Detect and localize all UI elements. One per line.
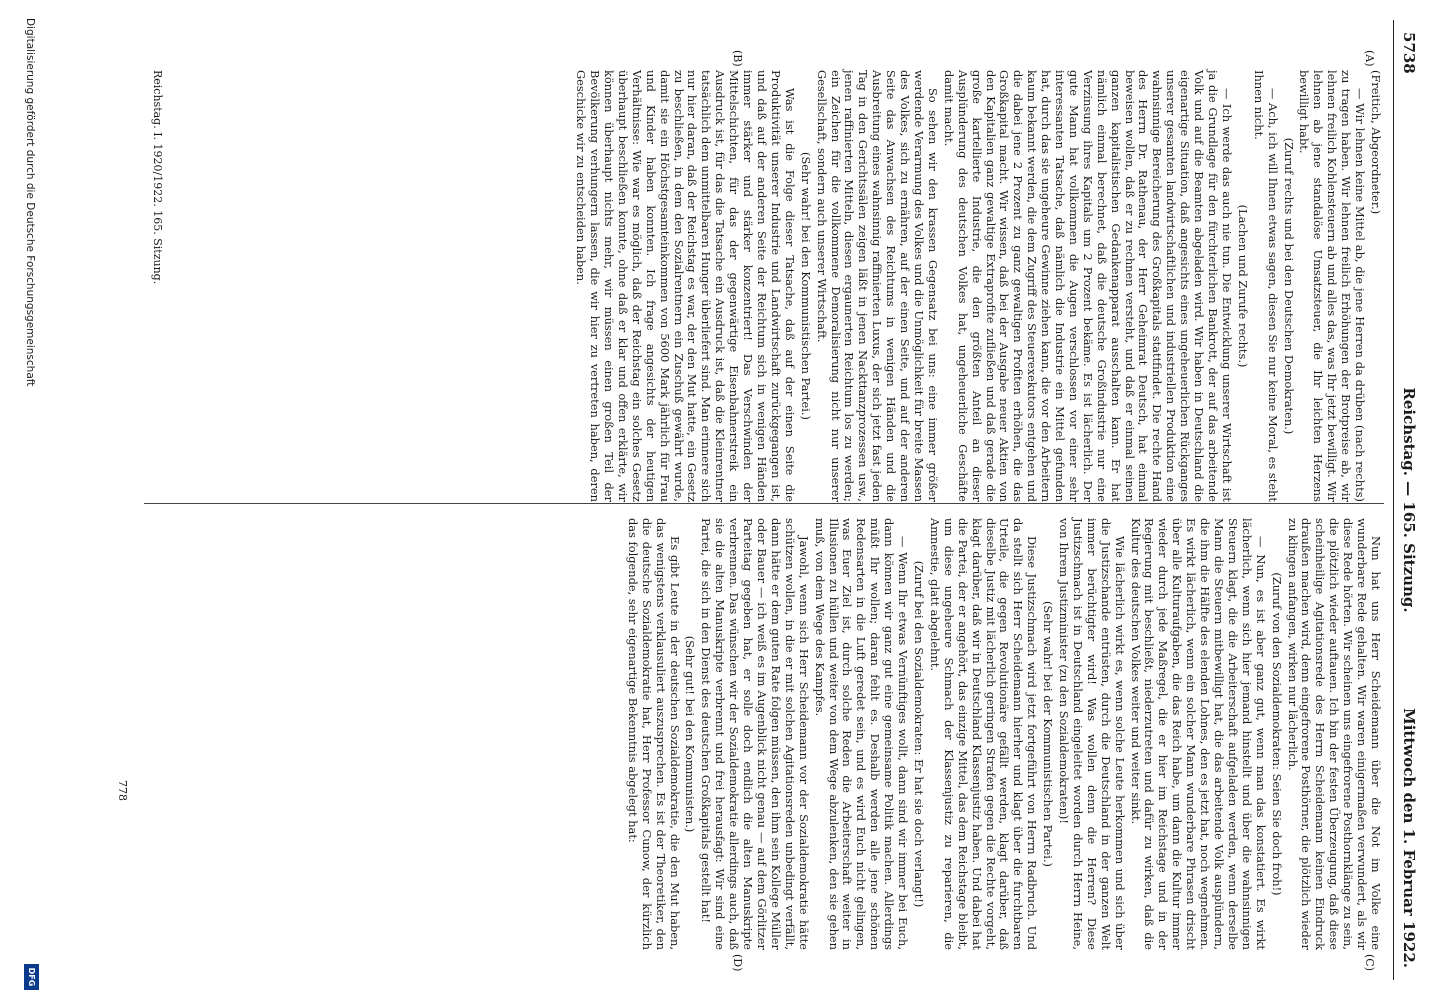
paragraph: — Ach, ich will Ihnen etwas sagen, diesen Sie nur keine Moral, es steht Ihnen nicht. [1251,70,1280,502]
paragraph: Jawohl, wenn sich Herr Scheidemann vor der Sozialdemokratie hätte schützen wollen, in die er mit solchen Agitationsreden unbedingt verfällt, dann hätte er dem guten Rate folgen müssen, den ihm sein Kollege Müller oder Bauer — ich weiß es im Augenblick nicht genau — auf dem Görlitzer Parteitag gegeben hat, er solle doch endlich die alten Manuskripte verbrennen. Das wünschen wir der Sozialdemokratie allerdings auch, daß sie die alten Manuskripte verbrennt und frei herausfagt: Wir sind eine Partei, die sich in den Dienst des deutschen Großkapitals gestellt hat! [699,518,811,950]
margin-marker-d: (D) [731,954,744,972]
stage-direction: (Lachen und Zurufe rechts.) [1235,204,1250,368]
dfg-logo: DFG [24,964,39,990]
stage-direction: (Zuruf bei den Sozialdemokraten: Er hat sie doch verlangt!) [912,560,926,908]
left-column [571,70,1382,502]
paragraph: Wie lächerlich wirkt es, wenn solche Leute herkommen und sich über die Justizschande entrüsten, durch die Deutschland in der ganzen Welt immer berüchtigter wird! Was wollen denn die Herren? Diese Justizschmach ist in Deutschland eingeleitet worden durch Herrn Heine, von Ihrem Justizminister (zu den Sozialdemokraten)! [1057,518,1127,950]
column-divider [144,503,1384,504]
paragraph: — Wenn Ihr etwas Vernünftiges wollt, dann sind wir immer bei Euch, dann können wir ganz gut eine gemeinsame Politik machen. Allerdings müßt Ihr wollen; daran fehlt es. Deshalb werden alle jene schönen Redensarten in die Luft geredet sein, und es wird Euch nicht gelingen, was Euer Ziel ist, durch solche Reden die Arbeiterschaft weiter in Illusionen zu hüllen und weiter von dem Wege abzulenken, den sie gehen muß, von dem Wege des Kampfes. [812,518,911,950]
page-header [1393,20,1422,980]
session-title: Reichstag. — 165. Sitzung. [1400,387,1418,613]
stage-direction: (Sehr wahr! bei den Kommunistischen Partei.) [798,152,813,420]
right-column [623,518,1382,950]
margin-marker-a: (A) [1363,50,1376,67]
stage-direction: (Zuruf rechts und bei den Deutschen Demokraten.) [1281,137,1296,435]
paragraph: — Ich werde das auch nie tun. Die Entwicklung unserer Wirtschaft ist ja die Grundlage für den fürchterlichen Bankrott, der auf das arbeitende Volk und auf die Beamten abgeladen wird. Wir haben in Deutschland die eigenartige Situation, daß angesichts eines ungeheuerlichen Rückganges unserer gesamten landwirtschaftlichen und industriellen Produktion eine wahnsinnige Bereicherung des Großkapitals stattfindet. Die rechte Hand des Herrn Dr. Rathenau, der Herr Geheimrat Deutsch, hat einmal beweisen wollen, daß er zu rechnen versteht, und daß er einmal seinen ganzen kapitalistischen Gedankenapparat ausschalten kann. Er hat nämlich einmal berechnet, daß die deutsche Großindustrie nur eine Verzinsung ihres Kapitals um 2 Prozent bekäme. Es ist lächerlich. Der gute Mann hat vollkommen die Augen verschlossen vor einer sehr interessanten Tatsache, daß nämlich die Industrie ein Mittel gefunden hat, durch das sie ungeheure Gewinne ziehen kann, die vor den Arbeitern kaum bekannt werden, die dem Zugriff des Steuerexekutors entgehen und die dabei jene 2 Prozent zu ganz gewaltigen Profiten erhöhen, die das Großkapital macht. Wir wissen, daß bei der Ausgabe neuer Aktien von den Kapitalien ganz gewaltige Extraprofite zufließen und daß gerade die große kartellierte Industrie, die den größten Anteil an dieser Ausplünderung des deutschen Volkes hat, ungeheuerliche Geschäfte damit macht. [941,70,1234,503]
paragraph: (Freitich, Abgeordneter.) [1369,70,1383,215]
paragraph: — Wir lehnen keine Mittel ab, die jene Herren da drüben (nach rechts) zu tragen haben. Wir lehnen freilich Erhöhungen der Brotpreise ab, wir lehnen freilich Kohlensteuern ab und alles das, was Ihr jetzt bewilligt. Wir lehnen ab jene standalöse Umsatzsteuer, die Ihr leichten Herzens bewilligt habt. [1297,70,1368,502]
digitization-note: Digitalisierung gefördert durch die Deutsche Forschungsgemeinschaft [24,18,36,387]
paragraph: Nun hat uns Herr Scheidemann über die Not im Volke eine wunderbare Rede gehalten. Wir waren einigermaßen verwundert, als wir diese Rede hörten. Wir scheinen uns eingefrorene Posthornklänge zu sein, die plötzlich wieder auftauen. Ich bin der festen Überzeugung, daß diese scheinheilige Agitationsrede des Herrn Scheidemann keinen Eindruck draußen machen wird, denn eingefrorene Posthörner, die plötzlich wieder zu klingen anfangen, wirken nur lächerlich. [1285,518,1383,950]
margin-marker-b: (B) [731,50,744,67]
footer-sheet-number: 778 [116,780,129,801]
paragraph: Es gibt Leute in der deutschen Sozialdemokratie, die den Mut haben, das wenigstens verklausuliert auszusprechen. Es ist der Theoretiker, den die deutsche Sozialdemokratie hat, Herr Professor Cunow, der kürzlich das folgende, sehr eigenartige Bekenntnis abgelegt hat: [625,518,682,950]
stage-direction: (Zuruf von den Sozialdemokraten: Seien Sie doch froh!) [1269,572,1284,896]
stage-direction: (Sehr gut! bei den Kommunisten.) [683,635,698,833]
paragraph: Diese Justizschmach wird jetzt fortgeführt von Herrn Radbruch. Und da stellt sich Herr Scheidemann hierher und klagt über die furchtbaren Urteile, die gegen Revolutionäre gefällt werden, klagt darüber, daß dieselbe Justiz mit lächerlich geringen Strafen gegen die Rechte vorgeht, klagt darüber, daß wir in Deutschland Klassenjustiz haben. Und dabei hat die Partei, der er angehört, das einzige Mittel, das dem Reichstage bleibt, um diese ungeheure Schmach der Klassenjustiz zu reparieren, die Amnestie, glatt abgelehnt. [927,518,1040,950]
paragraph: So sehen wir den krassen Gegensatz bei uns: eine immer größer werdende Verarmung des Volkes und die Unmöglichkeit für breite Massen des Volkes, sich zu ernähren, auf der einen Seite, und auf der anderen Seite das Anwachsen des Reichtums in wenigen Händen und die Ausbreitung eines wahnsinnig raffinierten Luxus, der sich jetzt fast jeden Tag in den Gerichtssälen zeigen läßt in jenen Nackttanzprozessen usw., jenen raffinierten Mitteln, diesen ergaunerten Reichtum los zu werden; ein Zeichen für die vollkommene Demoralisierung nicht nur unserer Gesellschaft, sondern auch unserer Wirtschaft. [814,70,940,502]
page-number: 5738 [1400,32,1418,74]
stage-direction: (Sehr wahr! bei der Kommunistischen Partei.) [1041,600,1056,868]
footer-session-ref: Reichstag. I. 1920/1922. 165. Sitzung. [151,70,164,285]
margin-marker-c: (C) [1363,954,1376,971]
paragraph: Was ist die Folge dieser Tatsache, daß auf der einen Seite die Produktivität unserer Industrie und Landwirtschaft zurückgegangen ist, und daß auf der anderen Seite der Reichtum sich in wenigen Händen immer stärker und stärker konzentriert! Das Verschwinden der Mittelschichten, für das der gegenwärtige Eisenbahnerstreik ein Ausdruck ist, für das die Tatsache ein Ausdruck ist, daß die Kleinrentner tatsächlich dem unmittelbaren Hunger überliefert sind. Man erinnere sich nur hier daran, daß der Reichstag es war, der den Mut hatte, ein Gesetz zu beschließen, in dem den Sozialrentnern ein Zuschuß gewährt wurde, damit sie ein Höchstgesamteinkommen von 5600 Mark jährlich für Frau und Kinder haben konnten. Ich frage angesichts der heutigen Verhältnisse: Wie war es möglich, daß der Reichstag ein solches Gesetz überhaupt beschließen konnte, ohne daß er klar und offen erklärte, wir können überhaupt nichts mehr, wir müssen einen großen Teil der Bevölkerung verhungern lassen, die wir hier zu vertreten haben, deren Geschicke wir zu entscheiden haben. [574,70,797,502]
paragraph: — Nun, es ist aber ganz gut, wenn man das konstatiert. Es wirkt lächerlich, wenn sich hier jemand hinstellt und über die wahnsinnigen Steuern klagt, die die Arbeiterschaft aufgeladen werden, wenn derselbe Mann die Steuern mitbewilligt hat, die das arbeitende Volk ausplündern, die ihm die Hälfte des elenden Lohnes, den es jetzt hat, noch wegnehmen. Es wirkt lächerlich, wenn ein solcher Mann wunderbare Phrasen drischt über alle Kulturaufgaben, die das Reich habe, um dann die Kultur immer wieder durch jede Maßregel, die er hier im Reichstage und in der Regierung mit beschließt, niederzutreten und dafür zu wirken, daß die Kultur des deutschen Volkes weiter und weiter sinkt. [1128,518,1268,950]
session-date: Mittwoch den 1. Februar 1922. [1400,708,1418,968]
